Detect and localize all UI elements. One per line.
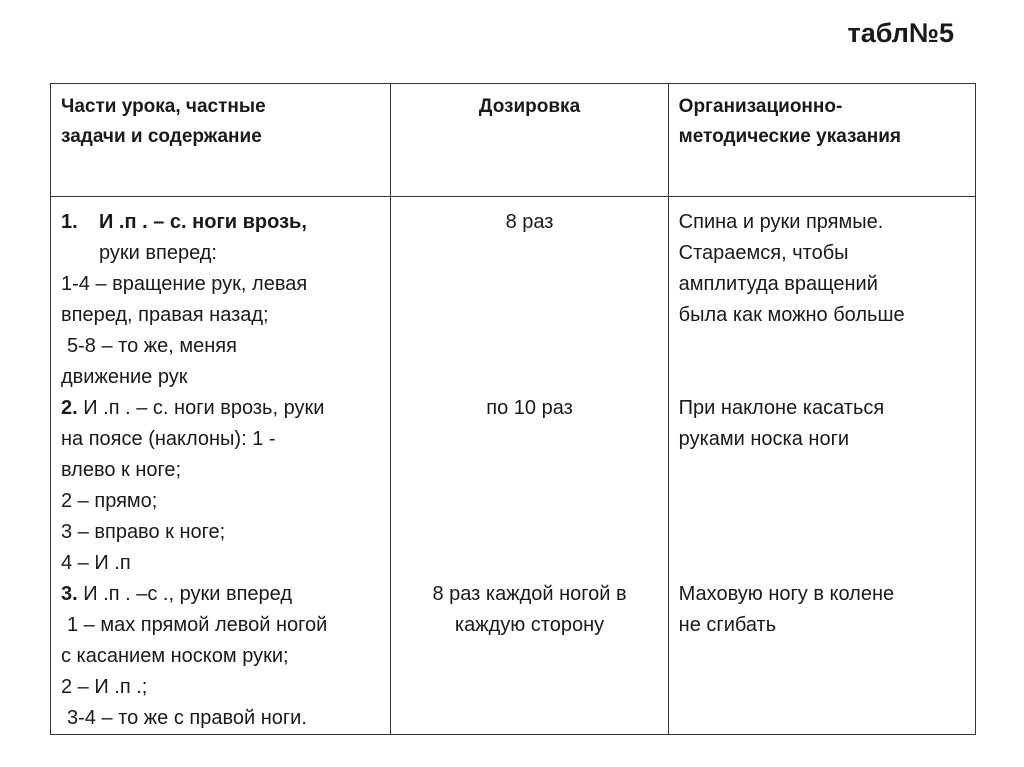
exercise-2-line: 4 – И .п [61,552,131,574]
notes-exercise-1: амплитуда вращений [678,273,878,295]
table-number-title: табл№5 [847,18,954,48]
exercise-1-line: 1-4 – вращение рук, левая [61,273,308,295]
exercise-1-number: 1. [61,211,78,233]
exercise-2-line: 3 – вправо к ноге; [61,521,226,543]
table-header-row [51,84,976,197]
exercise-2-line: на поясе (наклоны): 1 - [61,428,276,450]
exercise-2-start: И .п . – с. ноги врозь, руки [83,397,325,419]
header-notes-line: Организационно- [678,96,843,117]
dosage-exercise-3: каждую сторону [454,614,605,636]
table-body-row [51,197,976,735]
content-cell [51,197,391,735]
exercise-1-line [61,207,380,238]
exercise-2-number: 2. [61,397,78,419]
notes-exercise-3: Маховую ногу в колене [678,583,895,605]
header-notes-line: методические указания [678,126,902,147]
exercise-3-line [61,579,380,610]
header-lesson-parts-line: Части урока, частные [61,96,266,117]
header-dosage [391,84,668,197]
exercise-1-line: движение рук [61,366,188,388]
exercise-3-line: 2 – И .п .; [61,676,148,698]
notes-exercise-3: не сгибать [678,614,777,636]
dosage-exercise-3: 8 раз каждой ногой в [432,583,627,605]
exercise-1-line: вперед, правая назад; [61,304,269,326]
header-lesson-parts [51,84,391,197]
exercise-3-line: 3-4 – то же с правой ноги. [67,707,307,729]
exercise-1-start: И .п . – с. ноги врозь, [99,211,307,233]
notes-exercise-1: Спина и руки прямые. [678,211,884,233]
exercise-3-line: с касанием носком руки; [61,645,289,667]
exercise-3-line: 1 – мах прямой левой ногой [67,614,328,636]
exercise-1-line: руки вперед: [99,242,217,264]
exercise-3-start: И .п . –с ., руки вперед [83,583,293,605]
header-dosage-label: Дозировка [478,96,581,117]
header-methodical-notes [668,84,975,197]
exercise-1-line: 5-8 – то же, меняя [67,335,237,357]
header-lesson-parts-line: задачи и содержание [61,126,262,147]
exercise-2-line: влево к ноге; [61,459,182,481]
dosage-cell [391,197,668,735]
notes-exercise-1: Стараемся, чтобы [678,242,849,264]
exercise-2-line [61,393,380,424]
dosage-exercise-2: по 10 раз [486,397,573,419]
exercise-2-line: 2 – прямо; [61,490,158,512]
exercise-table [50,83,976,735]
exercise-3-number: 3. [61,583,78,605]
notes-exercise-1: была как можно больше [678,304,905,326]
notes-cell [668,197,975,735]
notes-exercise-2: При наклоне касаться [678,397,885,419]
notes-exercise-2: руками носка ноги [678,428,850,450]
dosage-exercise-1: 8 раз [505,211,554,233]
